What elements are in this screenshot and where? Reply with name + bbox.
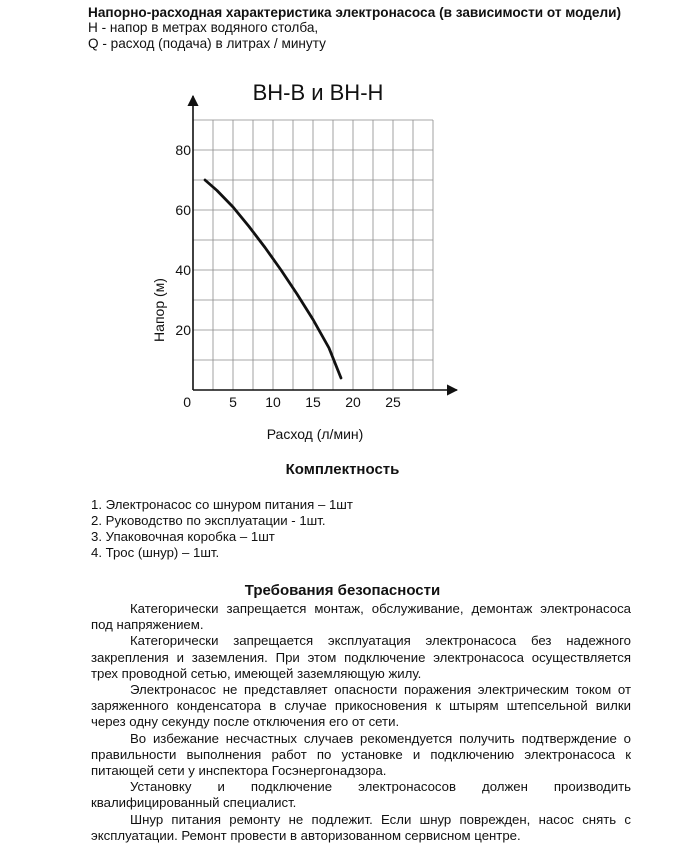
x-tick-label: 15 [305, 394, 321, 410]
kit-item: 3. Упаковочная коробка – 1шт [91, 529, 275, 544]
x-tick-label: 5 [229, 394, 237, 410]
safety-paragraph: Электронасос не представляет опасности поражения электрическим током от заряженного конденсатора в случае прикосновения к штырям штепсельной вилки через одну секунду после отключения его от сети. [91, 682, 631, 730]
x-tick-label: 25 [385, 394, 401, 410]
legend-line-head: Н - напор в метрах водяного столба, [88, 20, 319, 35]
safety-paragraph: Установку и подключение электронасосов должен производить квалифицированный специалист. [91, 779, 631, 811]
y-tick-label: 80 [175, 142, 191, 158]
x-tick-label: 20 [345, 394, 361, 410]
safety-paragraph: Шнур питания ремонту не подлежит. Если шнур поврежден, насос снять с эксплуатации. Ремонт провести в авторизованном сервисном центре. [91, 811, 631, 843]
y-axis-label: Напор (м) [151, 278, 167, 342]
y-tick-label: 20 [175, 322, 191, 338]
legend-line-flow: Q - расход (подача) в литрах / минуту [88, 36, 326, 51]
safety-paragraph: Категорически запрещается эксплуатация электронасоса без надежного закрепления и заземления. При этом подключение электронасоса осуществляется трех проводной сетью, имеющей заземляющую жилу. [91, 633, 631, 681]
document-title: Напорно-расходная характеристика электронасоса (в зависимости от модели) [88, 5, 621, 20]
safety-paragraph: Во избежание несчастных случаев рекомендуется получить подтверждение о правильности выполнения работ по установке и подключению электронасоса к питающей сети у инспектора Госэнергонадзора. [91, 730, 631, 779]
kit-title: Комплектность [285, 461, 400, 478]
kit-item: 4. Трос (шнур) – 1шт. [91, 545, 220, 560]
chart-grid [193, 120, 433, 390]
y-tick-label: 40 [175, 262, 191, 278]
pump-performance-chart [140, 70, 480, 450]
kit-item: 2. Руководство по эксплуатации - 1шт. [91, 513, 326, 528]
chart-title: ВН-В и ВН-Н [252, 80, 384, 105]
x-axis-label: Расход (л/мин) [266, 426, 364, 442]
x-tick-label: 10 [265, 394, 281, 410]
safety-paragraph: Категорически запрещается монтаж, обслуживание, демонтаж электронасоса под напряжением. [91, 601, 631, 633]
kit-list [91, 497, 353, 561]
origin-label: 0 [183, 394, 191, 410]
safety-text [91, 601, 631, 844]
safety-title: Требования безопасности [244, 582, 441, 599]
y-tick-label: 60 [175, 202, 191, 218]
header [88, 5, 648, 52]
kit-item: 1. Электронасос со шнуром питания – 1шт [91, 497, 353, 512]
